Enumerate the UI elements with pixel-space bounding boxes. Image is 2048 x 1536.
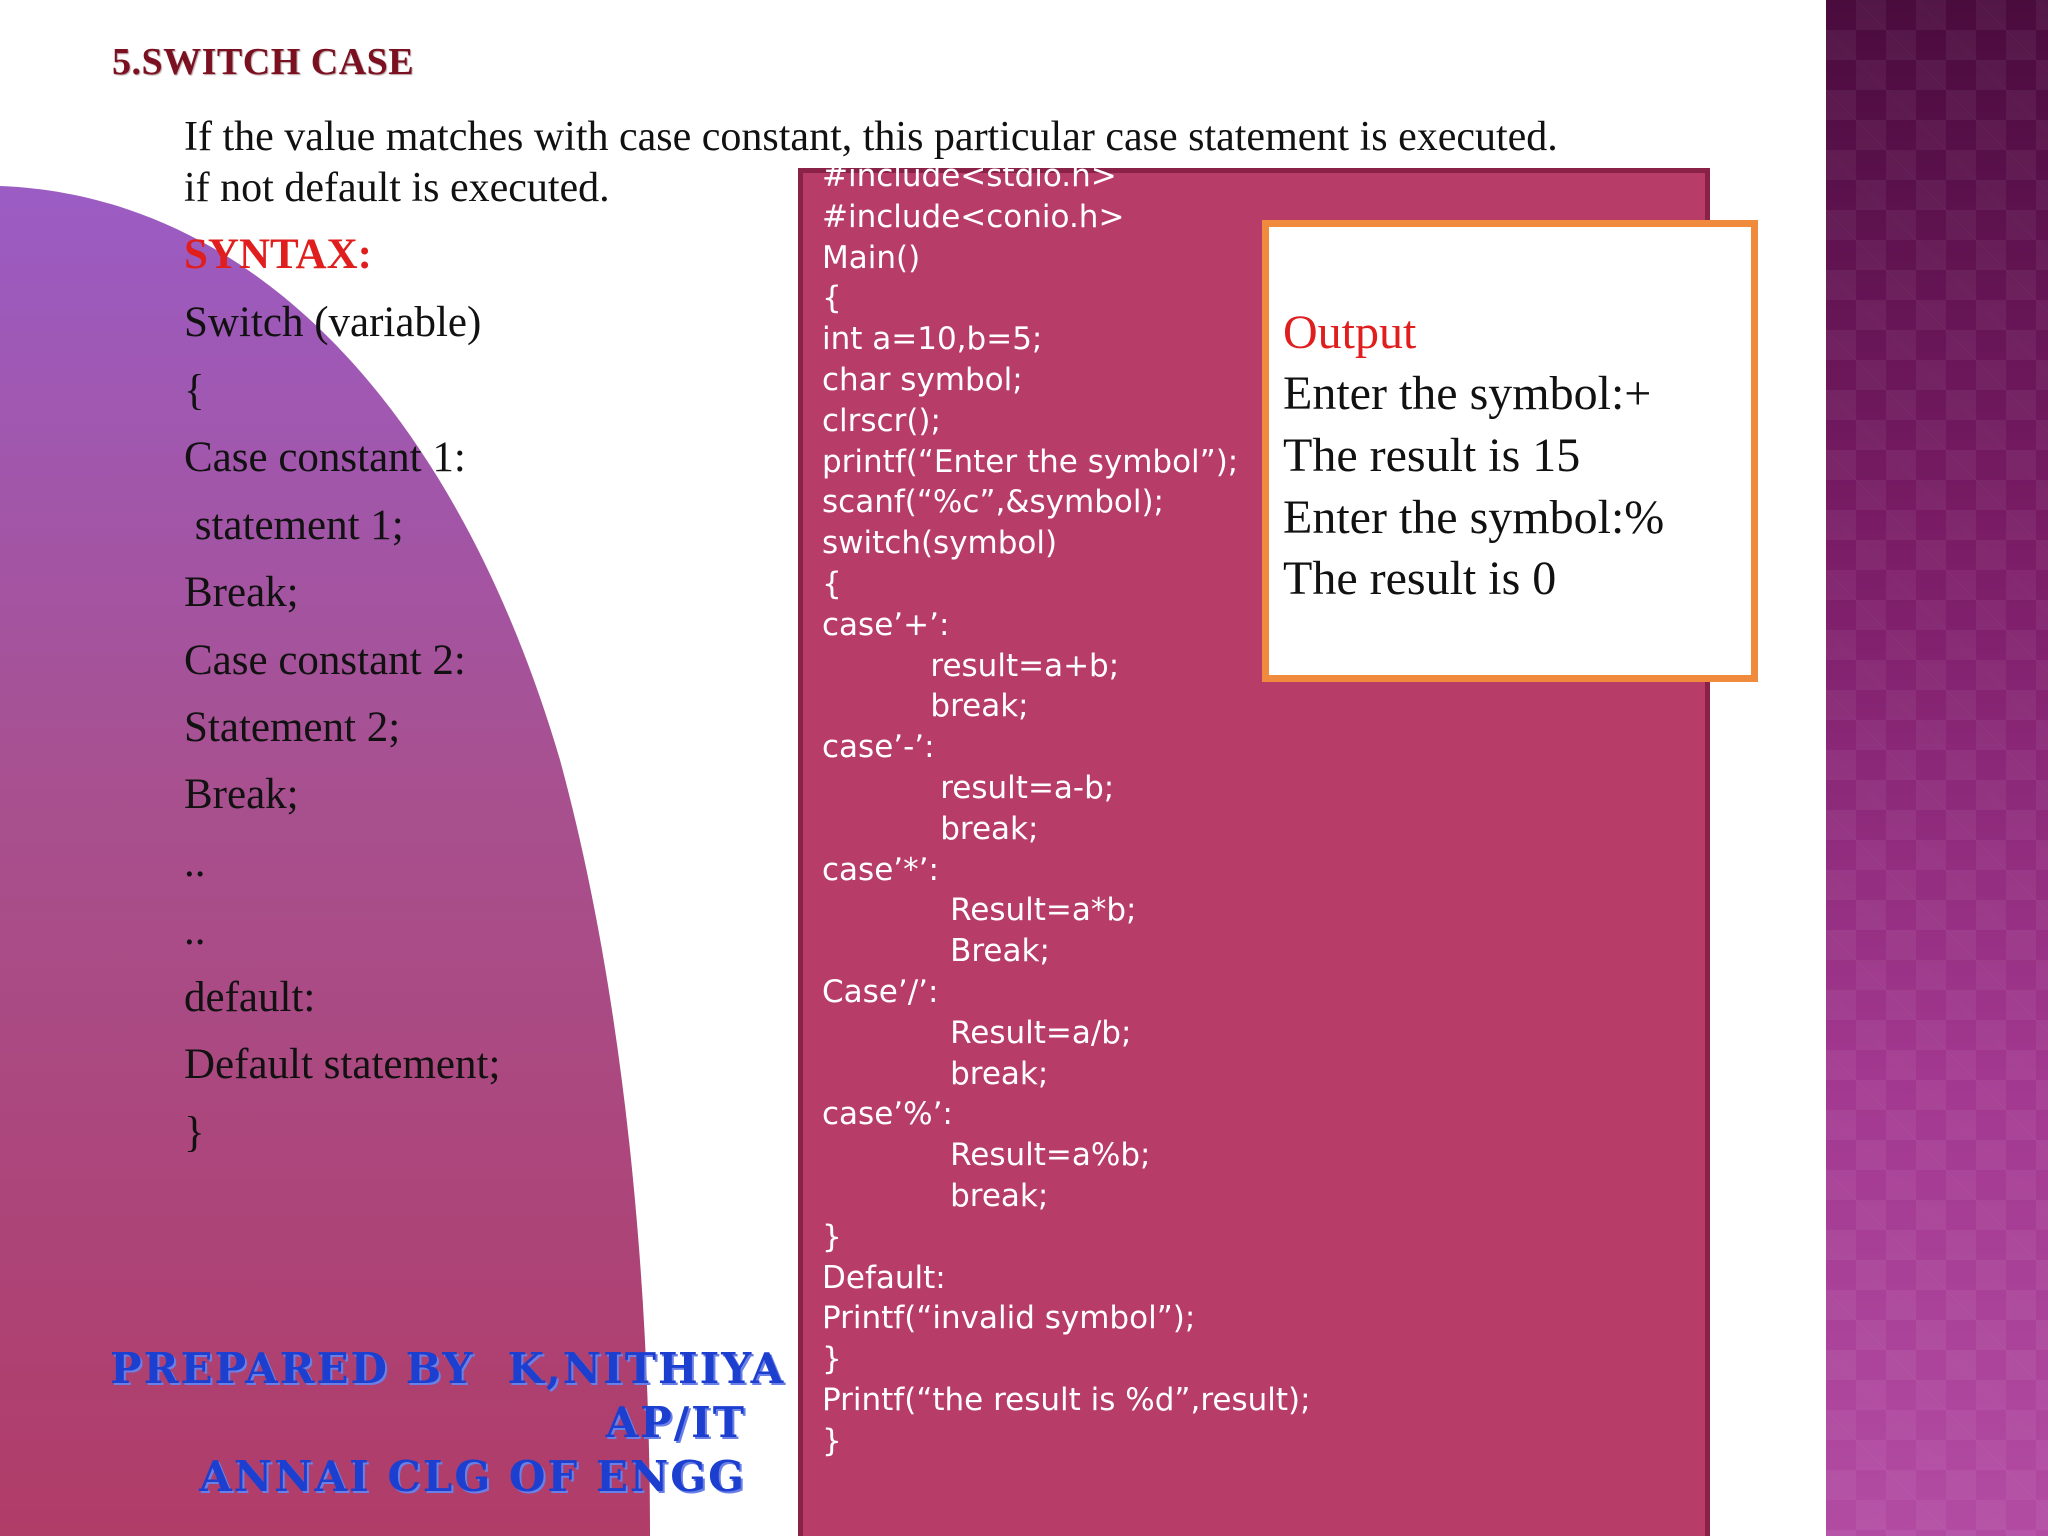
- output-title: Output: [1283, 306, 1417, 359]
- code-line: result=a-b;: [822, 769, 1115, 806]
- intro-line-1: If the value matches with case constant, this particular case statement is executed.: [184, 114, 1558, 160]
- footer-college: ANNAI CLG OF ENGG: [199, 1452, 746, 1501]
- code-line: }: [822, 1218, 842, 1255]
- code-line: }: [822, 1422, 842, 1459]
- code-line: #include<stdio.h>: [822, 158, 1117, 194]
- code-line: {: [822, 565, 842, 602]
- code-line: Break;: [822, 933, 1050, 970]
- right-decorative-band: [1826, 0, 2048, 1536]
- output-line: The result is 15: [1283, 429, 1581, 482]
- code-line: Printf(“invalid symbol”);: [822, 1300, 1196, 1337]
- code-line: Main(): [822, 239, 921, 276]
- syntax-line: }: [184, 1109, 205, 1156]
- code-line: case’-’:: [822, 729, 935, 766]
- code-line: Result=a%b;: [822, 1137, 1151, 1174]
- code-line: {: [822, 280, 842, 317]
- slide-title: 5.SWITCH CASE: [112, 41, 415, 83]
- code-line: #include<conio.h>: [822, 198, 1125, 235]
- footer-author: PREPARED BY K,NITHIYA: [110, 1344, 786, 1393]
- output-line: The result is 0: [1283, 552, 1557, 605]
- code-line: int a=10,b=5;: [822, 321, 1043, 358]
- syntax-line: Switch (variable): [184, 299, 482, 346]
- output-line: Enter the symbol:%: [1283, 491, 1665, 544]
- syntax-line: Case constant 2:: [184, 637, 466, 684]
- code-line: char symbol;: [822, 361, 1023, 398]
- code-line: result=a+b;: [822, 647, 1120, 684]
- code-line: Result=a/b;: [822, 1014, 1132, 1051]
- code-line: printf(“Enter the symbol”);: [822, 443, 1239, 480]
- syntax-line: {: [184, 367, 205, 414]
- syntax-line: statement 1;: [184, 502, 404, 549]
- code-line: switch(symbol): [822, 525, 1058, 562]
- output-line: Enter the symbol:+: [1283, 367, 1652, 420]
- code-line: clrscr();: [822, 402, 941, 439]
- syntax-line: Statement 2;: [184, 704, 401, 751]
- code-block: [822, 156, 1311, 1462]
- syntax-line: Default statement;: [184, 1041, 501, 1088]
- code-line: Result=a*b;: [822, 892, 1137, 929]
- code-line: break;: [822, 688, 1029, 725]
- syntax-line: ..: [184, 907, 206, 954]
- code-line: case’%’:: [822, 1096, 953, 1133]
- author-footer: [110, 1342, 786, 1504]
- code-line: scanf(“%c”,&symbol);: [822, 484, 1164, 521]
- intro-line-2: if not default is executed.: [184, 165, 610, 211]
- syntax-heading: SYNTAX:: [184, 231, 372, 278]
- code-line: case’*’:: [822, 851, 939, 888]
- syntax-line: Break;: [184, 771, 299, 818]
- syntax-line: Case constant 1:: [184, 434, 466, 481]
- code-line: case’+’:: [822, 606, 950, 643]
- code-line: break;: [822, 1055, 1049, 1092]
- code-line: break;: [822, 1177, 1049, 1214]
- code-line: Case’/’:: [822, 973, 939, 1010]
- syntax-line: Break;: [184, 569, 299, 616]
- footer-designation: AP/IT: [605, 1398, 746, 1447]
- syntax-line: default:: [184, 974, 316, 1021]
- code-line: Default:: [822, 1259, 946, 1296]
- code-line: }: [822, 1341, 842, 1378]
- code-line: Printf(“the result is %d”,result);: [822, 1381, 1311, 1418]
- code-line: break;: [822, 810, 1039, 847]
- syntax-line: ..: [184, 839, 206, 886]
